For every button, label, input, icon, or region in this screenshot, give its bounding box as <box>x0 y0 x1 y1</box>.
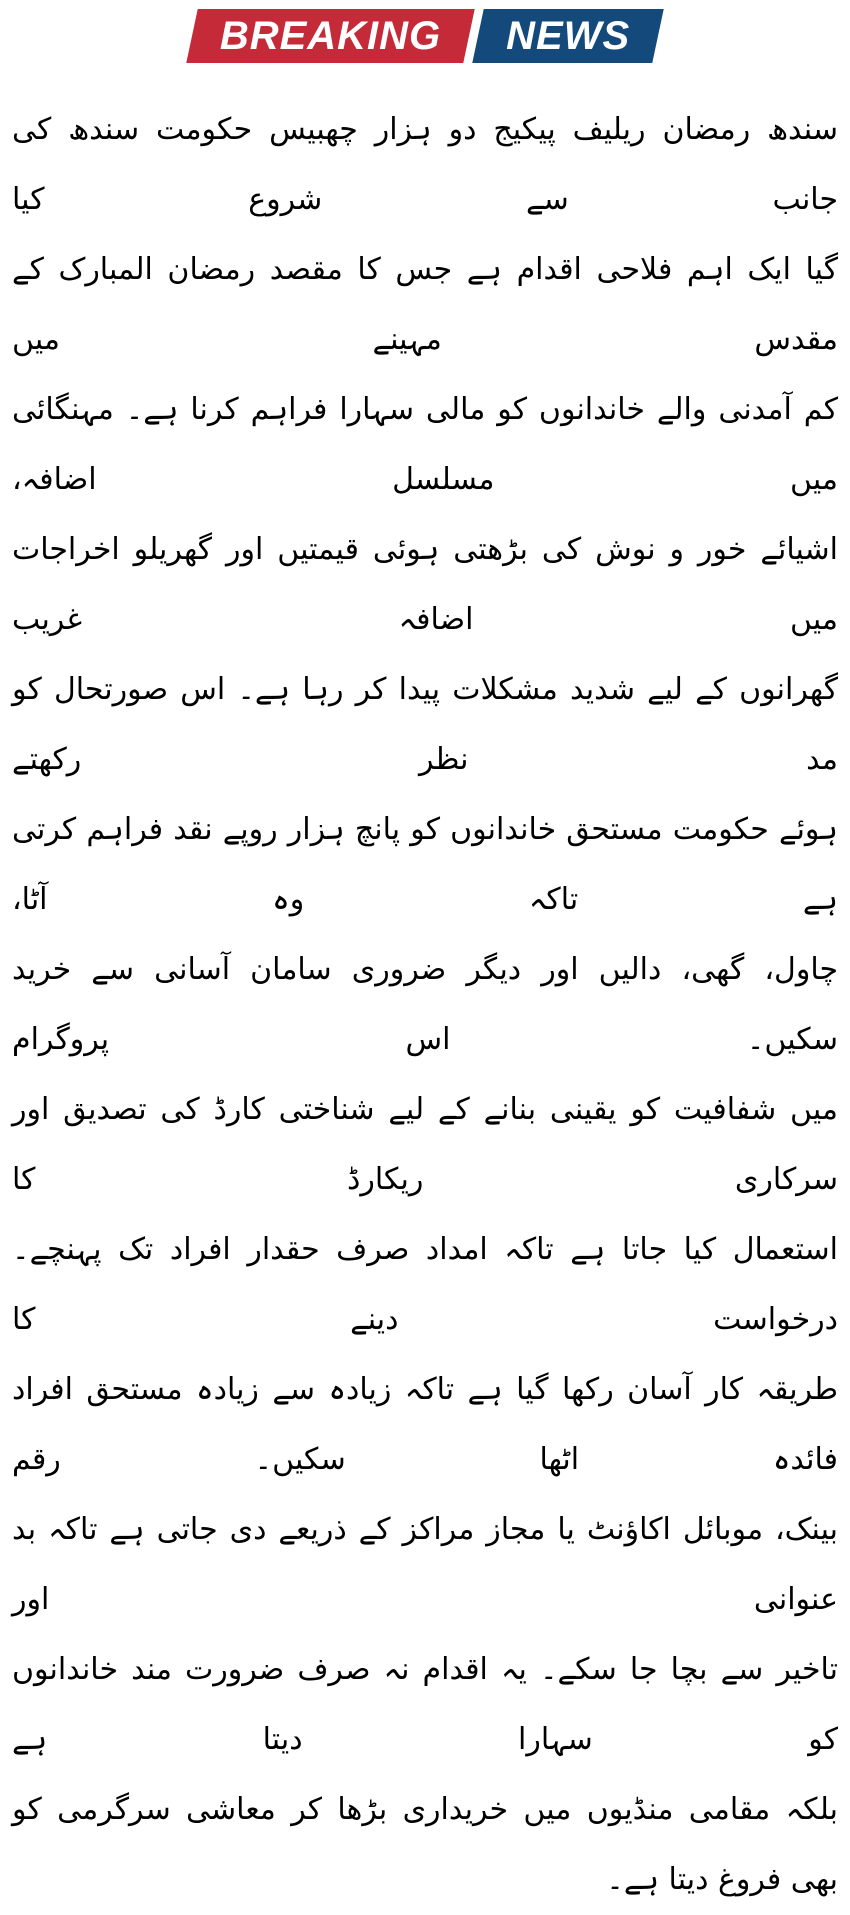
article-line: سندھ رمضان ریلیف پیکیج دو ہزار چھبیس حکومت سندھ کی جانب سے شروع کیا <box>12 112 838 217</box>
breaking-news-banner <box>0 9 850 63</box>
article-line: بینک، موبائل اکاؤنٹ یا مجاز مراکز کے ذریعے دی جاتی ہے تاکہ بد عنوانی اور <box>12 1512 838 1617</box>
news-chip <box>478 9 658 63</box>
breaking-label: BREAKING <box>219 14 442 58</box>
article-text <box>0 95 850 1915</box>
article-line-last: بلکہ مقامی منڈیوں میں خریداری بڑھا کر معاشی سرگرمی کو بھی فروغ دیتا ہے۔ <box>12 1792 838 1897</box>
article-line: اشیائے خور و نوش کی بڑھتی ہوئی قیمتیں اور گھریلو اخراجات میں اضافہ غریب <box>12 532 838 637</box>
article-line: کم آمدنی والے خاندانوں کو مالی سہارا فراہم کرنا ہے۔ مہنگائی میں مسلسل اضافہ، <box>12 392 838 497</box>
news-label: NEWS <box>506 14 631 58</box>
article-line: گیا ایک اہم فلاحی اقدام ہے جس کا مقصد رمضان المبارک کے مقدس مہینے میں <box>12 252 838 357</box>
article-line: استعمال کیا جاتا ہے تاکہ امداد صرف حقدار افراد تک پہنچے۔ درخواست دینے کا <box>12 1232 838 1337</box>
article-line: تاخیر سے بچا جا سکے۔ یہ اقدام نہ صرف ضرورت مند خاندانوں کو سہارا دیتا ہے <box>12 1652 838 1757</box>
article-line: گھرانوں کے لیے شدید مشکلات پیدا کر رہا ہے۔ اس صورتحال کو مد نظر رکھتے <box>12 672 838 777</box>
breaking-chip <box>192 9 469 63</box>
article-line: چاول، گھی، دالیں اور دیگر ضروری سامان آسانی سے خرید سکیں۔ اس پروگرام <box>12 952 838 1057</box>
article-line: طریقہ کار آسان رکھا گیا ہے تاکہ زیادہ سے زیادہ مستحق افراد فائدہ اٹھا سکیں۔ رقم <box>12 1372 838 1477</box>
article-line: ہوئے حکومت مستحق خاندانوں کو پانچ ہزار روپے نقد فراہم کرتی ہے تاکہ وہ آٹا، <box>12 812 838 917</box>
article-line: میں شفافیت کو یقینی بنانے کے لیے شناختی کارڈ کی تصدیق اور سرکاری ریکارڈ کا <box>12 1092 838 1197</box>
